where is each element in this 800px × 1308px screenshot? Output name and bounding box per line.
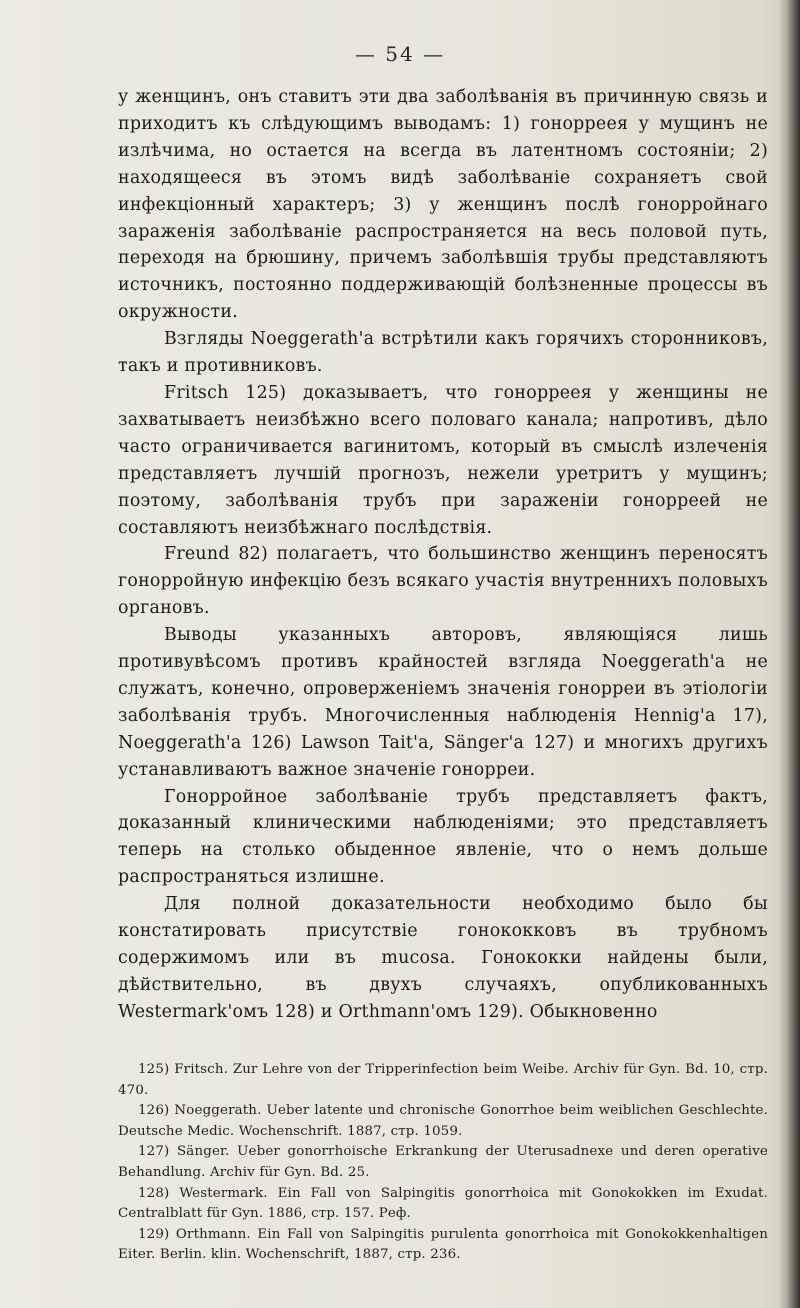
footnote: 127) Sänger. Ueber gonorrhoische Erkrankung der Uterusadnexe und deren operative Behandlung. Archiv für Gyn. Bd. 25. [118,1144,768,1180]
page-number: — 54 — [354,42,446,66]
paragraph: Для полной доказательности необходимо было бы констатировать присутствіе гонококковъ въ трубномъ содержимомъ или въ mucosa. Гонококки найдены были, дѣйствительно, въ двухъ случаяхъ, опубликованныхъ Westermark'омъ 128) и Orthmann'омъ 129). Обыкновенно [118,894,768,1022]
footnotes [118,1060,768,1266]
paragraph: Гонорройное заболѣваніе трубъ представляетъ фактъ, доказанный клиническими наблюденіями; это представляетъ теперь на столько обыденное явленіе, что о немъ дольше распространяться излишне. [118,786,768,888]
footnote: 125) Fritsch. Zur Lehre von der Tripperinfection beim Weibe. Archiv für Gyn. Bd. 10, стр. 470. [118,1062,768,1098]
body-text [118,84,768,1026]
footnote: 126) Noeggerath. Ueber latente und chronische Gonorrhoe beim weiblichen Geschlechte. Deutsche Medic. Wochenschrift. 1887, стр. 1059. [118,1103,768,1139]
paragraph: Fritsch 125) доказываетъ, что гонорреея у женщины не захватываетъ неизбѣжно всего половаго канала; напротивъ, дѣло часто ограничивается вагинитомъ, который въ смыслѣ излеченія представляетъ лучшій прогнозъ, нежели уретритъ у мущинъ; поэтому, заболѣванія трубъ при зараженіи гонорреей не составляютъ неизбѣжнаго послѣдствія. [118,382,768,538]
footnote: 129) Orthmann. Ein Fall von Salpingitis purulenta gonorrhoica mit Gonokokkenhaltigen Eiter. Berlin. klin. Wochenschrift, 1887, стр. 236. [118,1226,768,1263]
paragraph: Взгляды Noeggerath'а встрѣтили какъ горячихъ сторонниковъ, такъ и противниковъ. [118,329,768,377]
paragraph: Выводы указанныхъ авторовъ, являющіяся лишь противувѣсомъ противъ крайностей взгляда Noeggerath'а не служатъ, конечно, опроверженіемъ значенія гонорреи въ этіологіи заболѣванія трубъ. Многочисленныя наблюденія Hennig'а 17), Noeggerath'а 126) Lawson Tait'а, Sänger'а 127) и многихъ другихъ устанавливаютъ важное значеніе гонорреи. [118,625,768,780]
page-edge-shadow [778,0,800,1308]
paragraph: у женщинъ, онъ ставитъ эти два заболѣванія въ причинную связь и приходитъ къ слѣдующимъ выводамъ: 1) гонорреея у мущинъ не излѣчима, но остается на всегда въ латентномъ состояніи; 2) находящееся въ этомъ видѣ заболѣваніе сохраняетъ свой инфекціонный характеръ; 3) у женщинъ послѣ гонорройнаго зараженія заболѣваніе распространяется на весь половой путь, переходя на брюшину, причемъ заболѣвшія трубы представляютъ источникъ, постоянно поддерживающій болѣзненные процессы въ окружности. [118,87,768,323]
footnote: 128) Westermark. Ein Fall von Salpingitis gonorrhoica mit Gonokokken im Exudat. Centralblatt für Gyn. 1886, стр. 157. Реф. [118,1185,768,1222]
paragraph: Freund 82) полагаетъ, что большинство женщинъ переносятъ гонорройную инфекцію безъ всякаго участія внутреннихъ половыхъ органовъ. [118,544,768,619]
